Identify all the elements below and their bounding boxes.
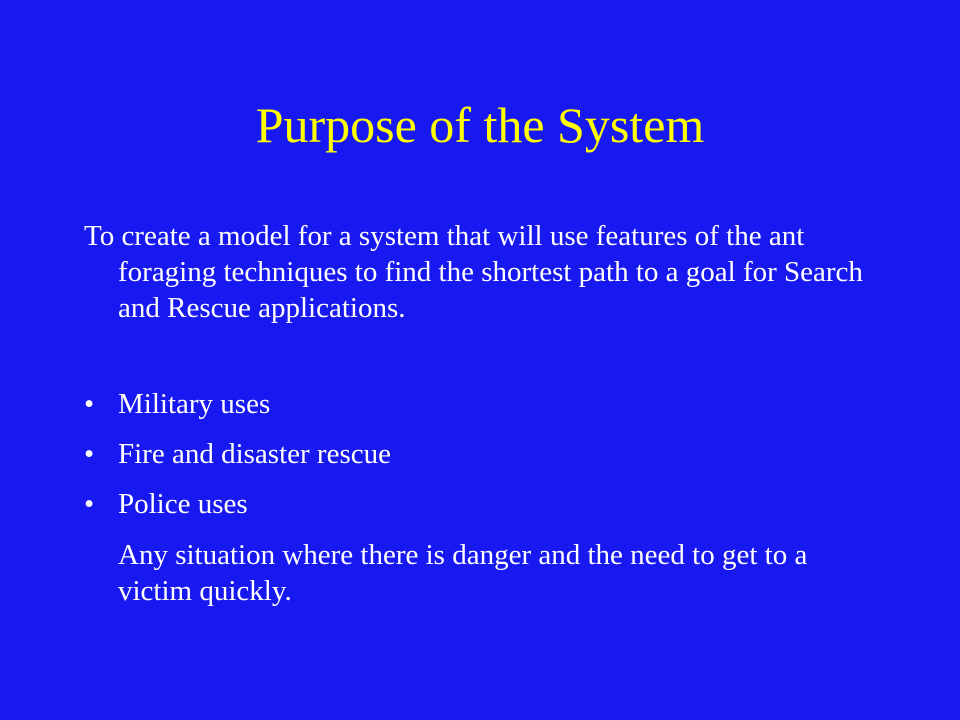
bullet-text: Police uses	[118, 488, 248, 520]
bullet-icon: •	[84, 388, 95, 420]
bullet-icon: •	[84, 438, 95, 470]
closing-paragraph: Any situation where there is danger and the need to get to a victim quickly.	[118, 539, 808, 607]
intro-paragraph	[84, 218, 898, 326]
bullet-text: Fire and disaster rescue	[118, 438, 391, 470]
slide-title: Purpose of the System	[255, 97, 705, 153]
bullet-icon: •	[84, 488, 95, 520]
bullet-item-police	[84, 486, 864, 522]
bullet-item-fire-rescue	[84, 436, 864, 472]
intro-text: To create a model for a system that will use features of the ant foraging techniques to find the shortest path to a goal for Search and Rescue applications.	[84, 220, 863, 324]
bullet-item-military	[84, 386, 864, 422]
bullet-text: Military uses	[118, 388, 271, 420]
